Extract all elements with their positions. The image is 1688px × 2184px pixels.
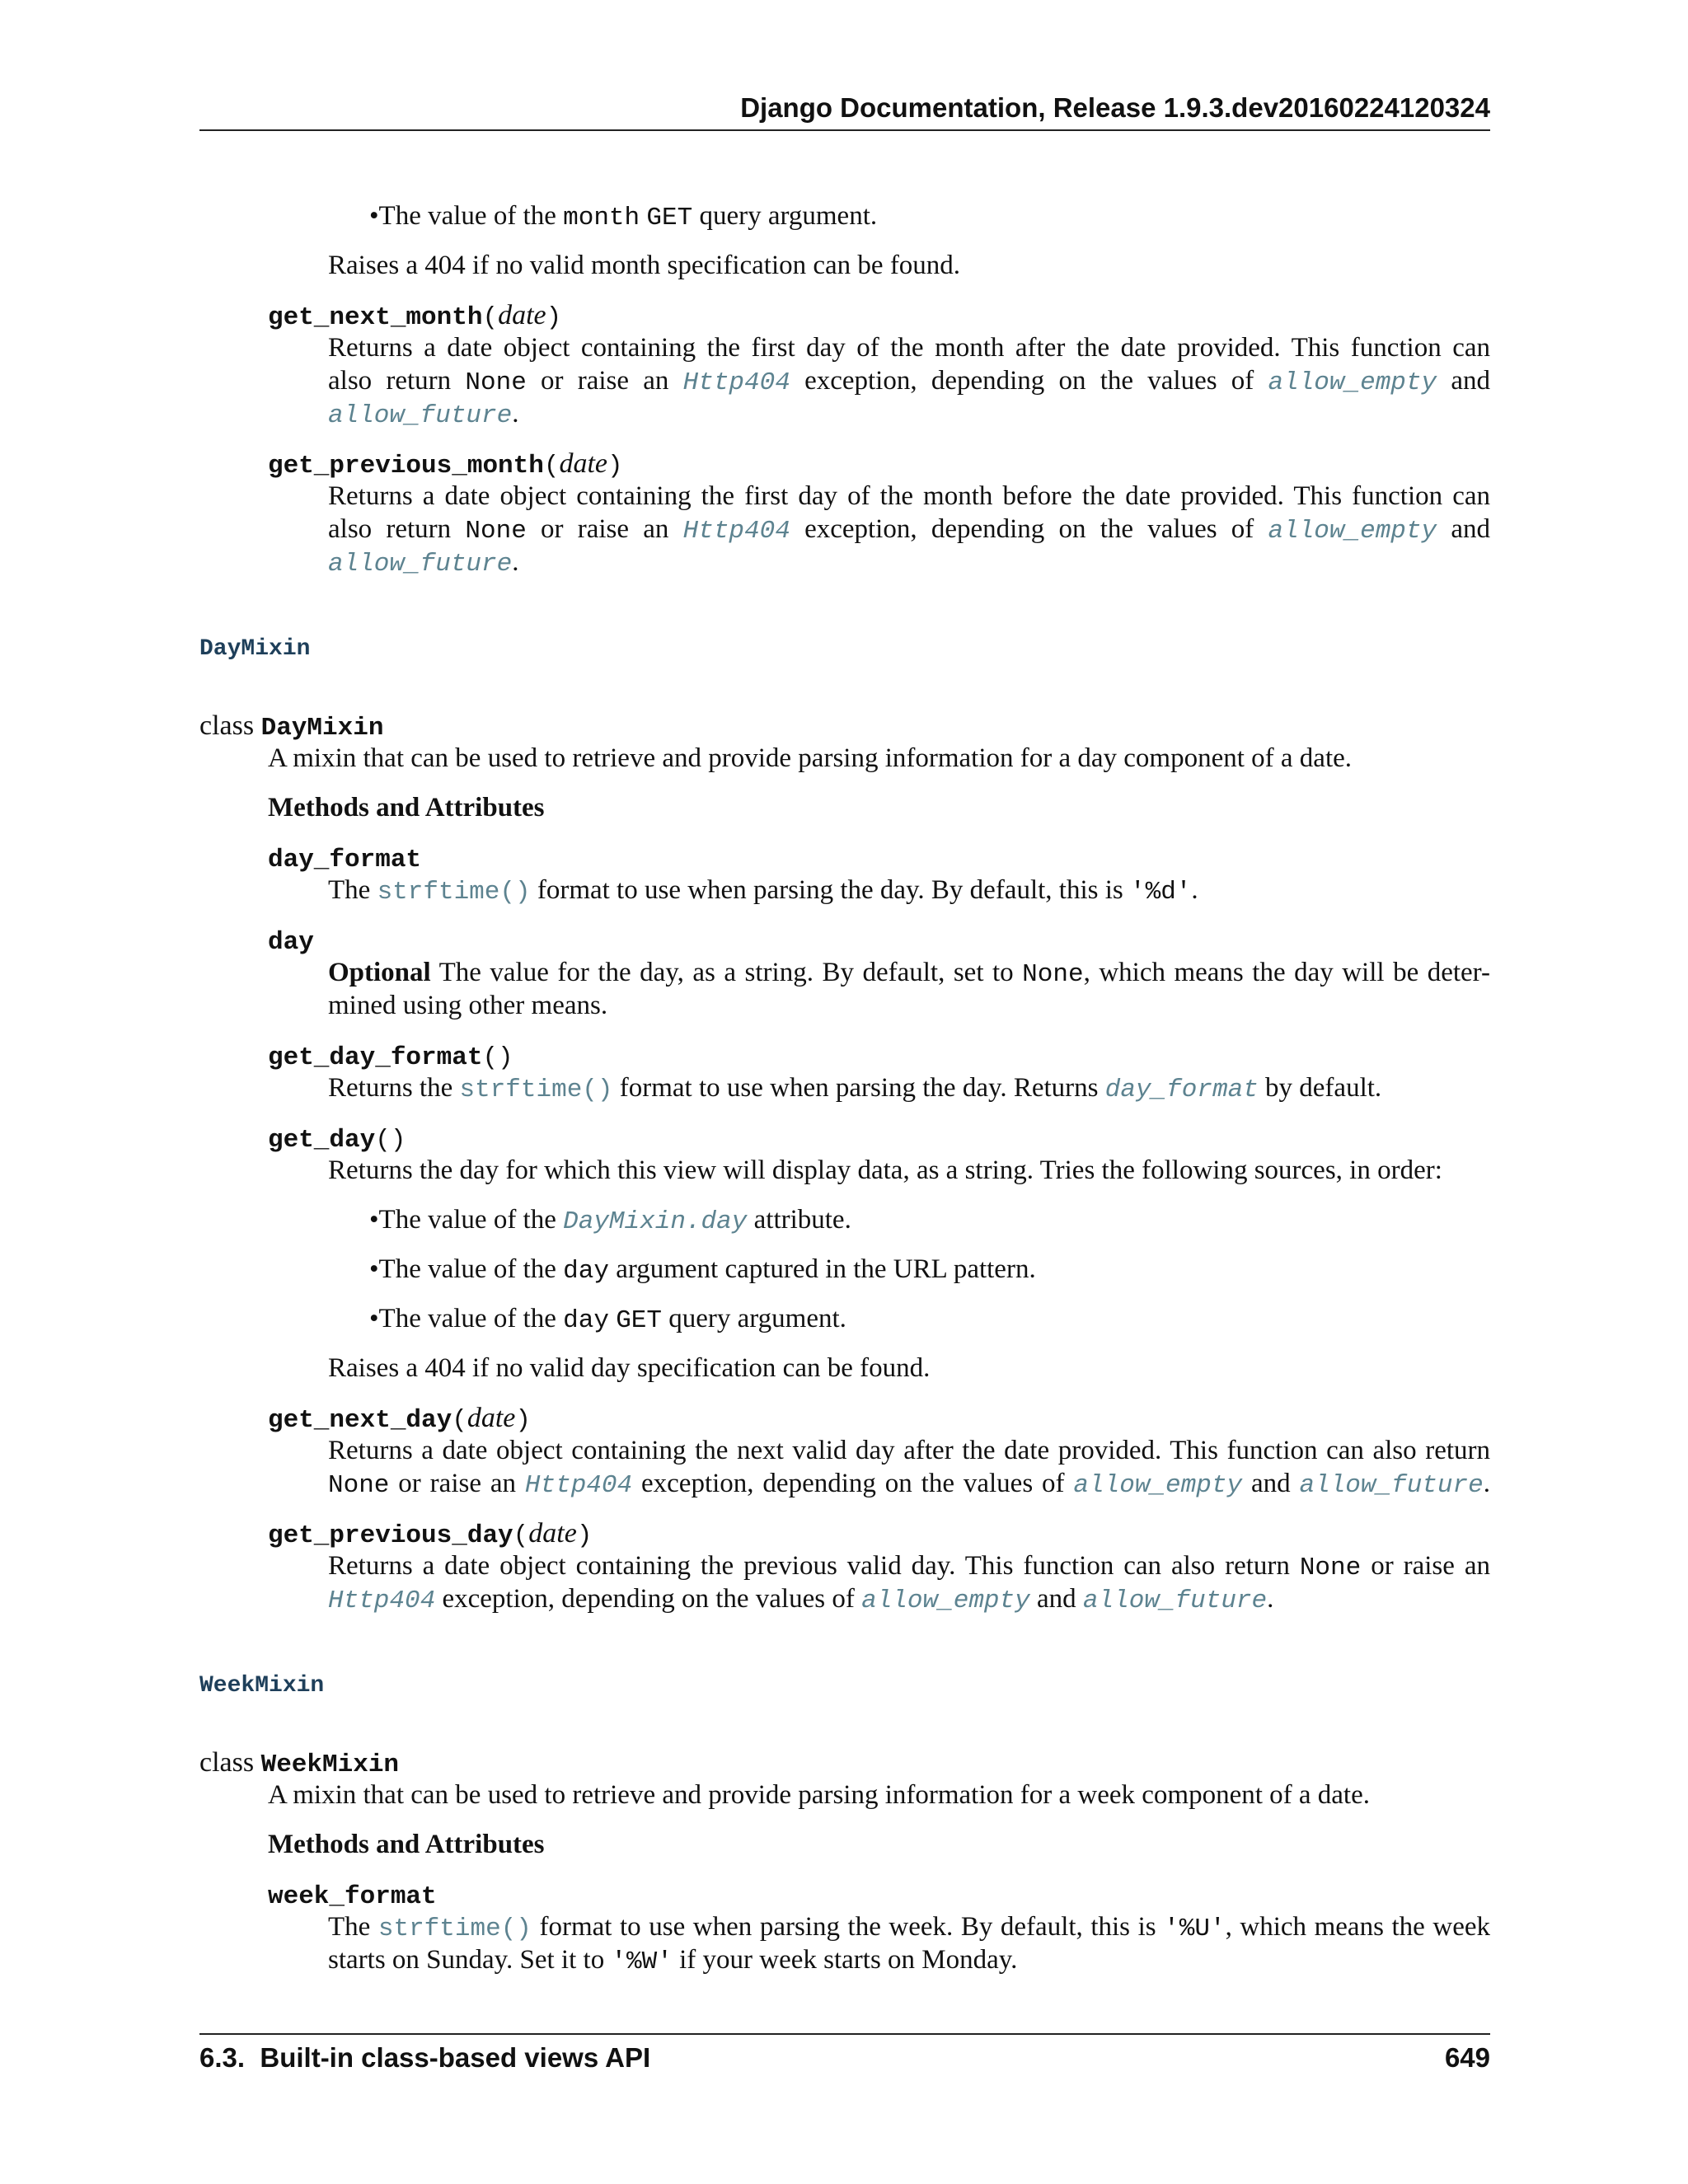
day-attr-desc-line1: Optional The value for the day, as a string. By default, set to None, which means the day will be deter- [328,958,1490,989]
allow-future-link[interactable]: allow_future [1299,1471,1484,1500]
month-raises-text: Raises a 404 if no valid month specification can be found. [328,251,961,280]
day-format-desc: The strftime() format to use when parsing the day. By default, this is '%d'. [328,875,1198,907]
week-format-desc-line2: starts on Sunday. Set it to '%W' if your week starts on Monday. [328,1945,1018,1976]
get-next-day-signature: get_next_day(date) [268,1403,532,1435]
get-day-bullet-attribute: •The value of the DayMixin.day attribute. [369,1205,851,1236]
http404-link[interactable]: Http404 [328,1586,436,1615]
http404-link[interactable]: Http404 [682,368,790,397]
allow-empty-link[interactable]: allow_empty [1268,517,1437,546]
week-format-signature: week_format [268,1882,437,1911]
allow-future-link[interactable]: allow_future [328,401,513,430]
get-previous-month-desc-line1: Returns a date object containing the first day of the month before the date provided. This function can [328,481,1490,511]
strftime-link[interactable]: strftime() [377,878,531,907]
get-previous-day-signature: get_previous_day(date) [268,1518,593,1550]
strftime-link[interactable]: strftime() [459,1076,613,1104]
header-rule [199,129,1490,131]
daymixin-section-heading[interactable]: DayMixin [199,636,311,662]
weekmixin-class-signature: class WeekMixin [199,1747,400,1779]
get-previous-month-signature: get_previous_month(date) [268,448,623,480]
get-previous-month-desc-line3: allow_future. [328,547,519,579]
get-previous-month-desc-line2: also return None or raise an Http404 exception, depending on the values of allow_empty and [328,514,1490,546]
get-next-month-desc-line2: also return None or raise an Http404 exception, depending on the values of allow_empty and [328,366,1490,397]
weekmixin-methods-heading: Methods and Attributes [268,1830,545,1859]
get-next-day-desc-line1: Returns a date object containing the next valid day after the date provided. This function can also return [328,1436,1490,1465]
week-format-desc-line1: The strftime() format to use when parsing the week. By default, this is '%U', which means the week [328,1912,1490,1943]
footer-rule [199,2033,1490,2035]
http404-link[interactable]: Http404 [524,1471,633,1500]
http404-link[interactable]: Http404 [682,517,790,546]
get-next-month-desc-line3: allow_future. [328,399,519,430]
footer-section-title: 6.3. Built-in class-based views API [199,2042,651,2073]
allow-empty-link[interactable]: allow_empty [1268,368,1437,397]
get-day-bullet-get: •The value of the day GET query argument. [369,1304,846,1335]
day-attr-signature: day [268,928,314,957]
allow-empty-link[interactable]: allow_empty [861,1586,1030,1615]
day-format-signature: day_format [268,846,422,874]
get-previous-day-desc-line1: Returns a date object containing the previous valid day. This function can also return None or raise an [328,1551,1490,1582]
allow-future-link[interactable]: allow_future [328,550,513,579]
get-next-month-desc-line1: Returns a date object containing the first day of the month after the date provided. This function can [328,333,1490,363]
get-day-format-desc: Returns the strftime() format to use when parsing the day. Returns day_format by default. [328,1073,1382,1104]
get-previous-day-desc-line2: Http404 exception, depending on the values of allow_empty and allow_future. [328,1584,1274,1615]
get-next-month-signature: get_next_month(date) [268,300,562,332]
running-header: Django Documentation, Release 1.9.3.dev20160224120324 [740,92,1490,123]
weekmixin-description: A mixin that can be used to retrieve and provide parsing information for a week component of a date. [268,1780,1370,1810]
strftime-link[interactable]: strftime() [377,1915,532,1943]
allow-future-link[interactable]: allow_future [1082,1586,1268,1615]
get-day-desc: Returns the day for which this view will display data, as a string. Tries the following sources, in order: [328,1155,1442,1185]
weekmixin-section-heading[interactable]: WeekMixin [199,1673,325,1699]
day-attr-desc-line2: mined using other means. [328,991,608,1020]
get-day-format-signature: get_day_format() [268,1043,513,1072]
day-format-link[interactable]: day_format [1104,1076,1259,1104]
get-day-bullet-url: •The value of the day argument captured in the URL pattern. [369,1254,1036,1286]
daymixin-day-link[interactable]: DayMixin.day [563,1207,748,1236]
page-number: 649 [1444,2042,1490,2073]
month-bullet-get: •The value of the month GET query argument. [369,201,878,232]
get-day-signature: get_day() [268,1126,406,1155]
daymixin-methods-heading: Methods and Attributes [268,793,545,823]
get-day-raises-text: Raises a 404 if no valid day specification can be found. [328,1353,931,1383]
daymixin-description: A mixin that can be used to retrieve and provide parsing information for a day component of a date. [268,743,1353,773]
allow-empty-link[interactable]: allow_empty [1073,1471,1243,1500]
daymixin-class-signature: class DayMixin [199,710,384,743]
get-next-day-desc-line2: None or raise an Http404 exception, depending on the values of allow_empty and allow_future. [328,1469,1490,1500]
